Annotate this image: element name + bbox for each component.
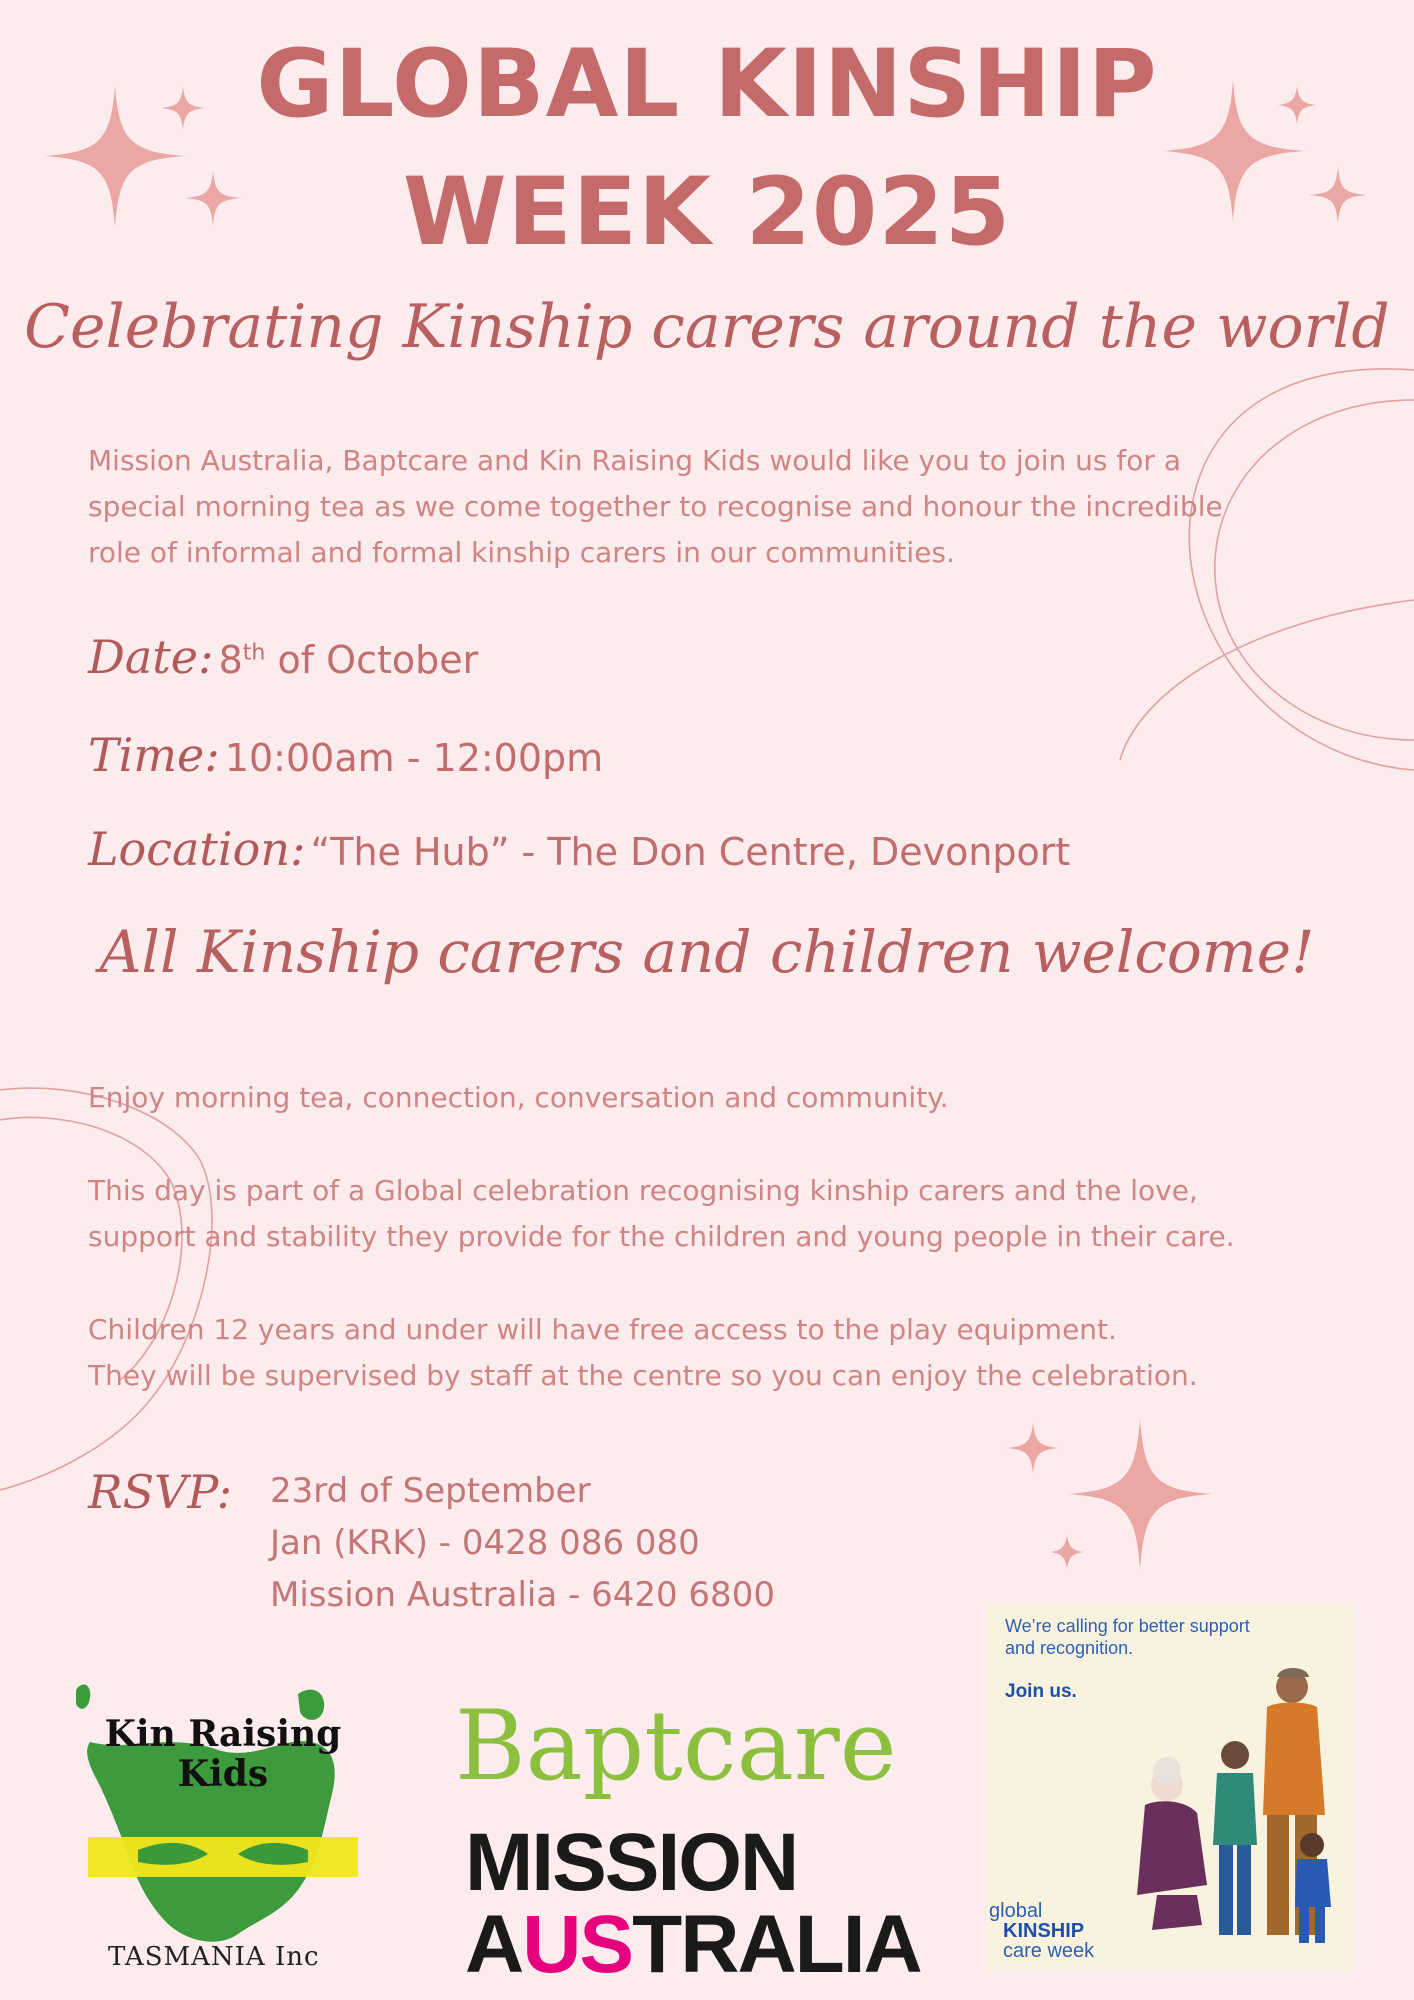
krk-line-1: Kin Raising — [104, 1713, 342, 1755]
campaign-line-1: We’re calling for better support — [1005, 1616, 1250, 1636]
title-line-2: WEEK 2025 — [402, 158, 1012, 267]
campaign-cta: Join us. — [1005, 1681, 1077, 1702]
krk-tasmania-inc: TASMANIA Inc — [108, 1942, 320, 1972]
sparkle-icons-bottom — [1007, 1418, 1212, 1570]
family-illustration — [1127, 1645, 1347, 1955]
campaign-card — [987, 1605, 1354, 1970]
paragraph-line: support and stability they provide for the children and young people in their care. — [88, 1220, 1235, 1253]
tagline: Celebrating Kinship carers around the world — [24, 292, 1390, 362]
time-value: 10:00am - 12:00pm — [224, 736, 604, 780]
paragraph-line: They will be supervised by staff at the centre so you can enjoy the celebration. — [88, 1359, 1198, 1392]
baptcare-logo: Baptcare — [455, 1690, 897, 1802]
australia-us: US — [522, 1899, 633, 1990]
global-kinship-care-week-logo — [989, 1901, 1094, 1961]
gk-careweek: care week — [1003, 1940, 1095, 1962]
date-label: Date: — [88, 630, 214, 684]
gk-kinship: KINSHIP — [1003, 1920, 1085, 1942]
mission-australia-logo — [465, 1817, 921, 1990]
sparkle-icon — [1007, 1422, 1059, 1474]
date-value — [219, 638, 479, 682]
location-row — [88, 822, 1070, 876]
australia-word: AUSTRALIA — [465, 1899, 921, 1990]
paragraph-3 — [88, 1307, 1358, 1399]
paragraph-1: Enjoy morning tea, connection, conversation and community. — [88, 1081, 949, 1114]
sparkle-icon — [1051, 1535, 1083, 1569]
time-label: Time: — [88, 728, 220, 782]
paragraph-line: This day is part of a Global celebration recognising kinship carers and the love, — [88, 1174, 1198, 1207]
mission-word: MISSION — [465, 1817, 798, 1908]
intro-line: special morning tea as we come together to recognise and honour the incredible — [88, 490, 1223, 523]
rsvp-label: RSVP: — [88, 1465, 233, 1519]
date-row — [88, 630, 478, 684]
location-value: “The Hub” - The Don Centre, Devonport — [310, 830, 1071, 874]
date-day: 8 — [218, 638, 243, 682]
kin-raising-kids-logo — [68, 1672, 378, 1982]
time-row — [88, 728, 603, 782]
krk-name — [68, 1714, 378, 1794]
title-line-1: GLOBAL KINSHIP — [256, 30, 1158, 139]
welcome-heading: All Kinship carers and children welcome! — [99, 918, 1315, 986]
paragraph-line: Children 12 years and under will have free access to the play equipment. — [88, 1313, 1117, 1346]
intro-line: Mission Australia, Baptcare and Kin Raising Kids would like you to join us for a — [88, 444, 1181, 477]
paragraph-2 — [88, 1168, 1358, 1260]
date-rest: of October — [265, 638, 479, 682]
rsvp-contact-mission: Mission Australia - 6420 6800 — [270, 1575, 775, 1615]
rsvp-contact-krk: Jan (KRK) - 0428 086 080 — [270, 1523, 700, 1563]
intro-line: role of informal and formal kinship carers in our communities. — [88, 536, 955, 569]
sparkle-icon — [1068, 1418, 1212, 1570]
intro-paragraph — [88, 438, 1358, 576]
gk-global: global — [989, 1900, 1043, 1922]
campaign-line-2: and recognition. — [1005, 1638, 1134, 1658]
krk-line-2: Kids — [177, 1753, 269, 1795]
date-suffix: th — [242, 640, 266, 666]
location-label: Location: — [88, 822, 306, 876]
rsvp-date: 23rd of September — [270, 1471, 591, 1511]
